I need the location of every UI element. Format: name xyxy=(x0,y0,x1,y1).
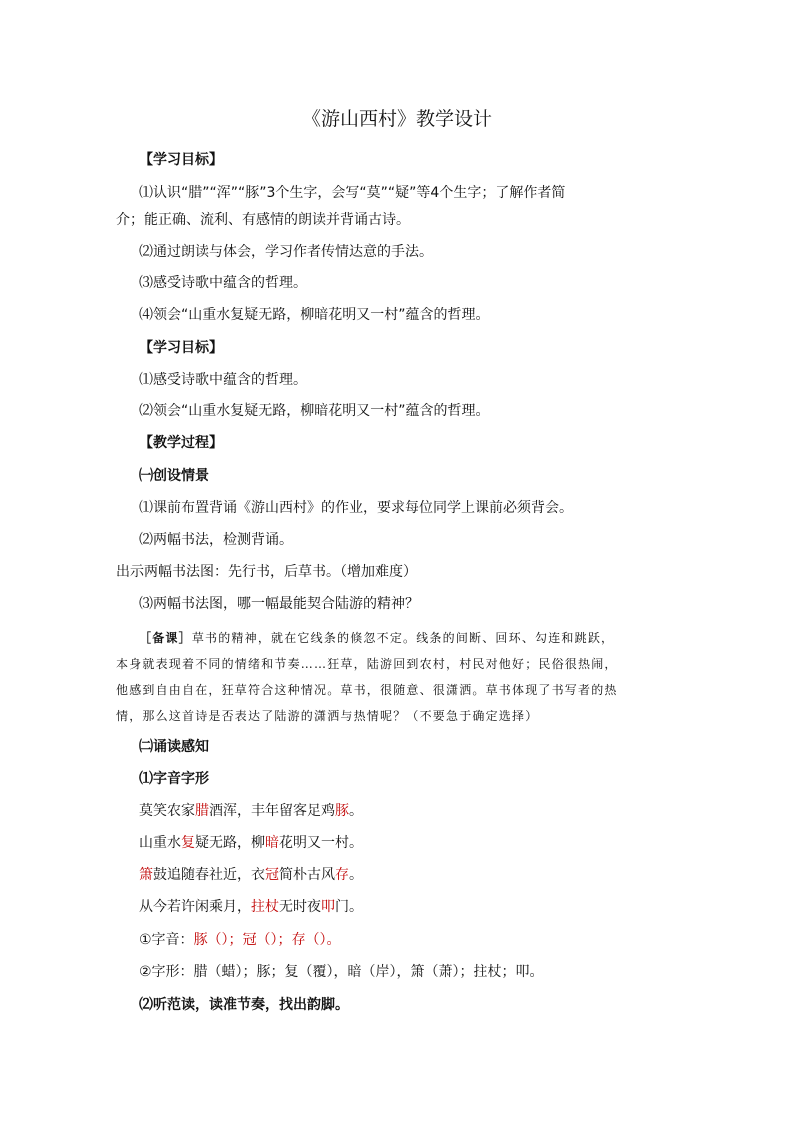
pronunciation-item: 豚（）； xyxy=(193,932,243,948)
poem-text: 鼓追随春社近，衣 xyxy=(153,867,265,883)
prep-note-text-1: 草书的精神，就在它线条的倏忽不定。线条的间断、回环、勾连和跳跃， xyxy=(191,631,615,645)
goal-item-4: ⑷领会“山重水复疑无路，柳暗花明又一村”蕴含的哲理。 xyxy=(139,307,490,323)
goal-item-2: ⑵通过朗读与体会，学习作者传情达意的手法。 xyxy=(139,244,433,260)
poem-text: 莫笑农家 xyxy=(139,803,195,819)
poem-text: 酒浑，丰年留客足鸡 xyxy=(209,803,335,819)
prep-note-line-2: 本身就表现着不同的情绪和节奏……狂草，陆游回到农村，村民对他好；民俗很热闹， xyxy=(116,657,618,671)
poem-text: 。 xyxy=(349,867,363,883)
character-shape-line: ②字形：腊（蜡）；豚；复（覆），暗（岸），箫（萧）；拄杖；叩。 xyxy=(139,964,544,980)
poem-text: 简朴古风 xyxy=(279,867,335,883)
highlight-char: 拄杖 xyxy=(251,899,279,915)
document-title: 《游山西村》教学设计 xyxy=(301,108,492,130)
key-item-1: ⑴感受诗歌中蕴含的哲理。 xyxy=(139,372,307,388)
step1-line-3: 出示两幅书法图：先行书，后草书。（增加难度） xyxy=(116,564,417,580)
step1-line-4: ⑶两幅书法图，哪一幅最能契合陆游的精神？ xyxy=(139,596,419,612)
poem-text: 疑无路，柳 xyxy=(195,835,265,851)
poem-line-1 xyxy=(139,801,719,821)
highlight-char: 冠 xyxy=(265,867,279,883)
poem-text: 。 xyxy=(349,803,363,819)
pronunciation-line xyxy=(139,930,719,950)
goal-item-1: ⑴认识“腊”“浑”“豚”3个生字，会写“莫”“疑”等4个生字；了解作者简 xyxy=(139,185,566,201)
pronunciation-item: 冠（）； xyxy=(242,932,292,948)
step1-line-1: ⑴课前布置背诵《游山西村》的作业，要求每位同学上课前必须背会。 xyxy=(139,500,573,516)
highlight-char: 叩 xyxy=(321,899,335,915)
goal-item-1-cont: 介；能正确、流利、有感情的朗读并背诵古诗。 xyxy=(116,212,410,228)
highlight-char: 暗 xyxy=(265,835,279,851)
highlight-char: 存 xyxy=(335,867,349,883)
pronunciation-label: ①字音： xyxy=(139,932,194,948)
poem-line-3 xyxy=(139,865,719,885)
step2-heading: ㈡诵读感知 xyxy=(139,739,209,755)
prep-note-label: ［备课］ xyxy=(139,631,192,645)
highlight-char: 腊 xyxy=(195,803,209,819)
sub1-heading: ⑴字音字形 xyxy=(139,771,209,787)
goal-item-3: ⑶感受诗歌中蕴含的哲理。 xyxy=(139,275,307,291)
prep-note-line-3: 他感到自由自在，狂草符合这种情况。草书，很随意、很潇洒。草书体现了书写者的热 xyxy=(116,683,618,697)
prep-note-line-4: 情，那么这首诗是否表达了陆游的潇洒与热情呢？（不要急于确定选择） xyxy=(116,709,539,723)
process-heading: 【教学过程】 xyxy=(139,435,223,451)
sub2-heading: ⑵听范读，读准节奏，找出韵脚。 xyxy=(139,997,349,1013)
poem-text: 山重水 xyxy=(139,835,181,851)
poem-line-2 xyxy=(139,833,719,853)
poem-text: 门。 xyxy=(335,899,363,915)
highlight-char: 复 xyxy=(181,835,195,851)
step1-line-2: ⑵两幅书法，检测背诵。 xyxy=(139,532,293,548)
poem-text: 无时夜 xyxy=(279,899,321,915)
highlight-char: 豚 xyxy=(335,803,349,819)
highlight-char: 箫 xyxy=(139,867,153,883)
goals-heading: 【学习目标】 xyxy=(139,152,223,168)
step1-heading: ㈠创设情景 xyxy=(139,468,209,484)
poem-text: 从今若许闲乘月， xyxy=(139,899,251,915)
key-item-2: ⑵领会“山重水复疑无路，柳暗花明又一村”蕴含的哲理。 xyxy=(139,403,490,419)
pronunciation-item: 存（）。 xyxy=(291,932,341,948)
key-heading: 【学习目标】 xyxy=(139,340,223,356)
poem-line-4 xyxy=(139,897,719,917)
poem-text: 花明又一村。 xyxy=(279,835,363,851)
prep-note-line-1 xyxy=(139,628,719,648)
